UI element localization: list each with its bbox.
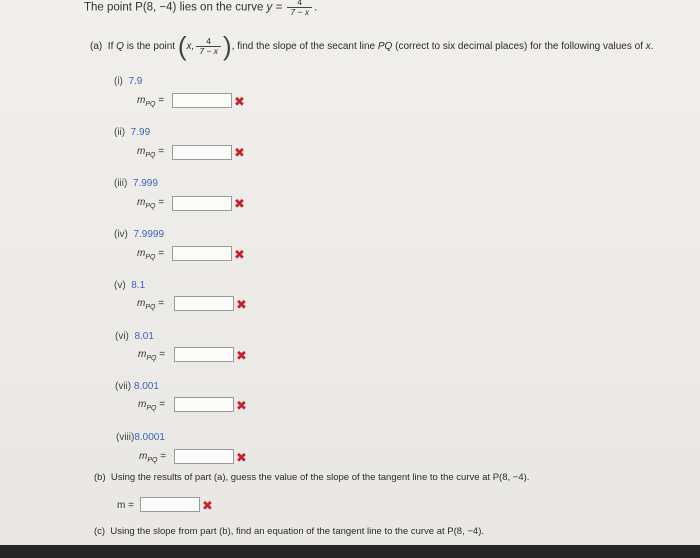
item-label: (iii) 7.999 — [114, 178, 158, 189]
item-label: (v) 8.1 — [114, 280, 146, 291]
mpq-label: $m_{PQ}$ = — [139, 451, 167, 464]
mpq-label: $m_{PQ}$ = — [138, 399, 166, 412]
incorrect-x-icon: ✖ — [236, 398, 247, 413]
slope-answer-input[interactable] — [140, 497, 200, 512]
screen-bezel — [0, 545, 700, 558]
incorrect-x-icon: ✖ — [236, 348, 247, 363]
incorrect-x-icon: ✖ — [234, 94, 245, 109]
answer-input[interactable] — [174, 397, 234, 412]
item-label: (viii)8.0001 — [116, 432, 165, 443]
mpq-label: $m_{PQ}$ = — [137, 298, 165, 311]
mpq-label: $m_{PQ}$ = — [137, 95, 165, 108]
item-label: (i) 7.9 — [114, 76, 143, 87]
incorrect-x-icon: ✖ — [236, 450, 247, 465]
incorrect-x-icon: ✖ — [234, 247, 245, 262]
incorrect-x-icon: ✖ — [236, 297, 247, 312]
m-label: m = — [117, 500, 134, 511]
item-label: (iv) 7.9999 — [114, 229, 165, 240]
curve-fraction: $\frac{4}{7 - x}$ — [287, 0, 312, 17]
answer-input[interactable] — [172, 93, 232, 108]
answer-input[interactable] — [174, 449, 234, 464]
answer-input[interactable] — [172, 196, 232, 211]
answer-input[interactable] — [172, 246, 232, 261]
incorrect-x-icon: ✖ — [234, 196, 245, 211]
answer-input[interactable] — [174, 347, 234, 362]
item-label: (ii) 7.99 — [114, 127, 151, 138]
incorrect-x-icon: ✖ — [202, 498, 213, 513]
mpq-label: $m_{PQ}$ = — [137, 197, 165, 210]
answer-input[interactable] — [174, 296, 234, 311]
mpq-label: $m_{PQ}$ = — [137, 146, 165, 159]
item-label: (vi) 8.01 — [115, 331, 154, 342]
mpq-label: $m_{PQ}$ = — [138, 349, 166, 362]
problem-intro: The point P(8, −4) lies on the curve y = $\frac{4}{7 - x}$ . — [84, 0, 318, 17]
answer-input[interactable] — [172, 145, 232, 160]
mpq-label: $m_{PQ}$ = — [137, 248, 165, 261]
item-label: (vii) 8.001 — [115, 381, 159, 392]
part-b-question: (b) Using the results of part (a), guess the value of the slope of the tangent line to the curve at P(8, −4). — [94, 472, 530, 483]
incorrect-x-icon: ✖ — [234, 145, 245, 160]
q-point-fraction: $\frac{4}{7 - x}$ — [196, 37, 221, 56]
part-c-question: (c) Using the slope from part (b), find an equation of the tangent line to the curve at P(8, −4). — [94, 526, 484, 537]
part-a-question: (a) If Q is the point ( x, $\frac{4}{7 - x}$ ) , find the slope of the secant line PQ (correct to six decimal places) for the following values of x . — [90, 31, 654, 61]
